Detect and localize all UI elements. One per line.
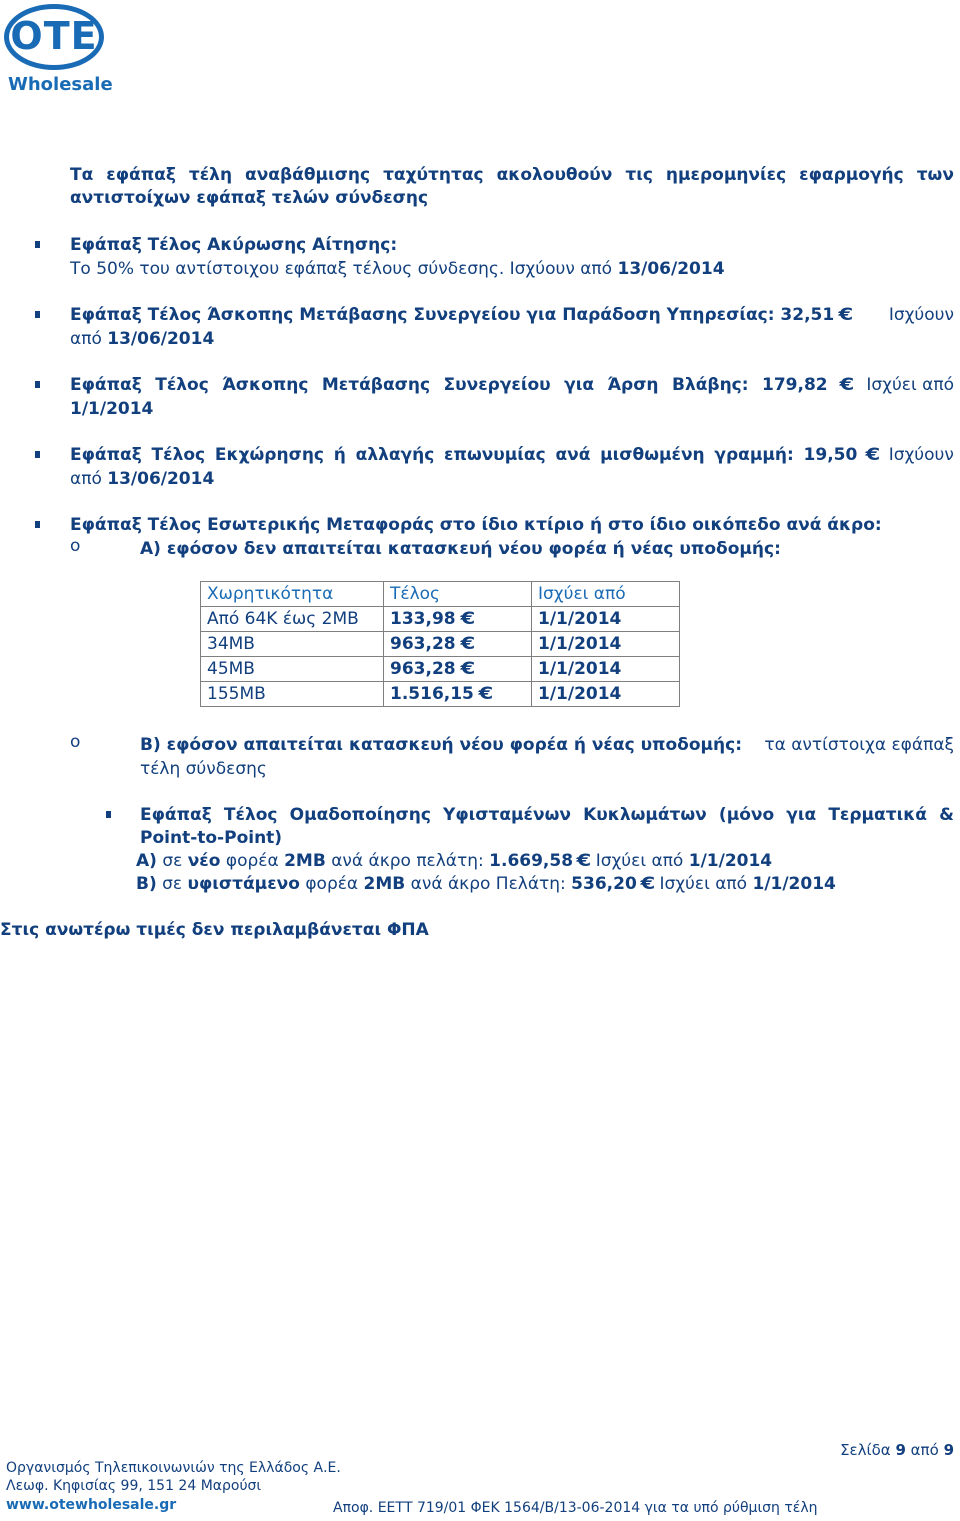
cancel-fee-line: Το 50% του αντίστοιχου εφάπαξ τέλους σύνδεσης. Ισχύουν από 13/06/2014 <box>70 259 725 279</box>
logo-brand: OTE <box>10 14 98 58</box>
table-row <box>201 607 680 632</box>
euro-icon: € <box>640 874 656 894</box>
wasted-visit-delivery-line-2: από 13/06/2014 <box>70 329 215 349</box>
vat-note: Στις ανωτέρω τιμές δεν περιλαμβάνεται ΦΠΑ <box>0 920 429 940</box>
square-bullet-icon <box>35 451 40 458</box>
grouping-title-line-1: Εφάπαξ Τέλος Ομαδοποίησης Υφισταμένων Κυκλωμάτων (μόνο για Τερματικά & <box>140 805 954 825</box>
column-header: Ισχύει από <box>532 582 680 607</box>
logo-subtitle: Wholesale <box>8 74 113 95</box>
footer-address: Λεωφ. Κηφισίας 99, 151 24 Μαρούσι <box>6 1478 262 1494</box>
grouping-option-b: Β) σε υφιστάμενο φορέα 2MB ανά άκρο Πελάτη: 536,20 € Ισχύει από 1/1/2014 <box>136 874 836 894</box>
capacity-cell: Από 64Κ έως 2ΜΒ <box>201 607 384 632</box>
page-number: Σελίδα 9 από 9 <box>840 1441 954 1459</box>
wasted-visit-delivery-line-1: Εφάπαξ Τέλος Άσκοπης Μετάβασης Συνεργείου για Παράδοση Υπηρεσίας: 32,51 € Ισχύουν <box>70 305 954 325</box>
fee-cell: 133,98 € <box>384 607 532 632</box>
euro-icon: € <box>865 445 881 465</box>
euro-icon: € <box>460 659 475 679</box>
fee-cell: 963,28 € <box>384 657 532 682</box>
capacity-cell: 34ΜΒ <box>201 632 384 657</box>
euro-icon: € <box>839 375 855 395</box>
circle-bullet-icon: o <box>70 732 81 752</box>
valid-cell: 1/1/2014 <box>532 607 680 632</box>
footer-decision: Αποφ. ΕΕΤΤ 719/01 ΦΕΚ 1564/Β/13-06-2014 για τα υπό ρύθμιση τέλη <box>333 1500 818 1516</box>
table-row <box>201 657 680 682</box>
cancel-fee-title: Εφάπαξ Τέλος Ακύρωσης Αίτησης: <box>70 235 398 255</box>
square-bullet-icon <box>106 811 111 818</box>
table-row <box>201 632 680 657</box>
wasted-visit-repair-line-2: 1/1/2014 <box>70 399 154 419</box>
internal-move-sub-a: Α) εφόσον δεν απαιτείται κατασκευή νέου φορέα ή νέας υποδομής: <box>140 539 781 559</box>
column-header: Χωρητικότητα <box>201 582 384 607</box>
ote-wholesale-logo <box>4 4 113 98</box>
circle-bullet-icon: o <box>70 536 81 556</box>
valid-cell: 1/1/2014 <box>532 682 680 707</box>
euro-icon: € <box>478 684 494 704</box>
internal-move-sub-b-line-2: τέλη σύνδεσης <box>140 759 267 779</box>
footer-org: Οργανισμός Τηλεπικοινωνιών της Ελλάδος Α.Ε. <box>6 1460 341 1476</box>
euro-icon: € <box>460 609 475 629</box>
assignment-fee-line-2: από 13/06/2014 <box>70 469 215 489</box>
column-header: Τέλος <box>384 582 532 607</box>
internal-move-sub-b: Β) εφόσον απαιτείται κατασκευή νέου φορέα ή νέας υποδομής: τα αντίστοιχα εφάπαξ <box>140 735 954 755</box>
capacity-cell: 155ΜΒ <box>201 682 384 707</box>
capacity-cell: 45ΜΒ <box>201 657 384 682</box>
assignment-fee-line-1: Εφάπαξ Τέλος Εκχώρησης ή αλλαγής επωνυμίας ανά μισθωμένη γραμμή: 19,50 € Ισχύουν <box>70 445 954 465</box>
square-bullet-icon <box>35 381 40 388</box>
grouping-option-a: Α) σε νέο φορέα 2MB ανά άκρο πελάτη: 1.669,58 € Ισχύει από 1/1/2014 <box>136 851 773 871</box>
square-bullet-icon <box>35 521 40 528</box>
intro-line-1: Τα εφάπαξ τέλη αναβάθμισης ταχύτητας ακολουθούν τις ημερομηνίες εφαρμογής των <box>70 165 954 185</box>
footer-website-link[interactable]: www.otewholesale.gr <box>6 1497 177 1513</box>
internal-move-title: Εφάπαξ Τέλος Εσωτερικής Μεταφοράς στο ίδιο κτίριο ή στο ίδιο οικόπεδο ανά άκρο: <box>70 515 882 535</box>
euro-icon: € <box>838 305 853 325</box>
square-bullet-icon <box>35 241 40 248</box>
table-header-row <box>201 582 680 607</box>
fee-cell: 963,28 € <box>384 632 532 657</box>
euro-icon: € <box>460 634 475 654</box>
wasted-visit-repair-line-1: Εφάπαξ Τέλος Άσκοπης Μετάβασης Συνεργείου για Άρση Βλάβης: 179,82 € Ισχύει από <box>70 375 954 395</box>
fee-table <box>200 581 680 707</box>
valid-cell: 1/1/2014 <box>532 632 680 657</box>
valid-cell: 1/1/2014 <box>532 657 680 682</box>
euro-icon: € <box>576 851 592 871</box>
intro-line-2: αντιστοίχων εφάπαξ τελών σύνδεσης <box>70 188 429 208</box>
table-row <box>201 682 680 707</box>
grouping-title-line-2: Point-to-Point) <box>140 828 283 848</box>
square-bullet-icon <box>35 311 40 318</box>
fee-cell: 1.516,15 € <box>384 682 532 707</box>
